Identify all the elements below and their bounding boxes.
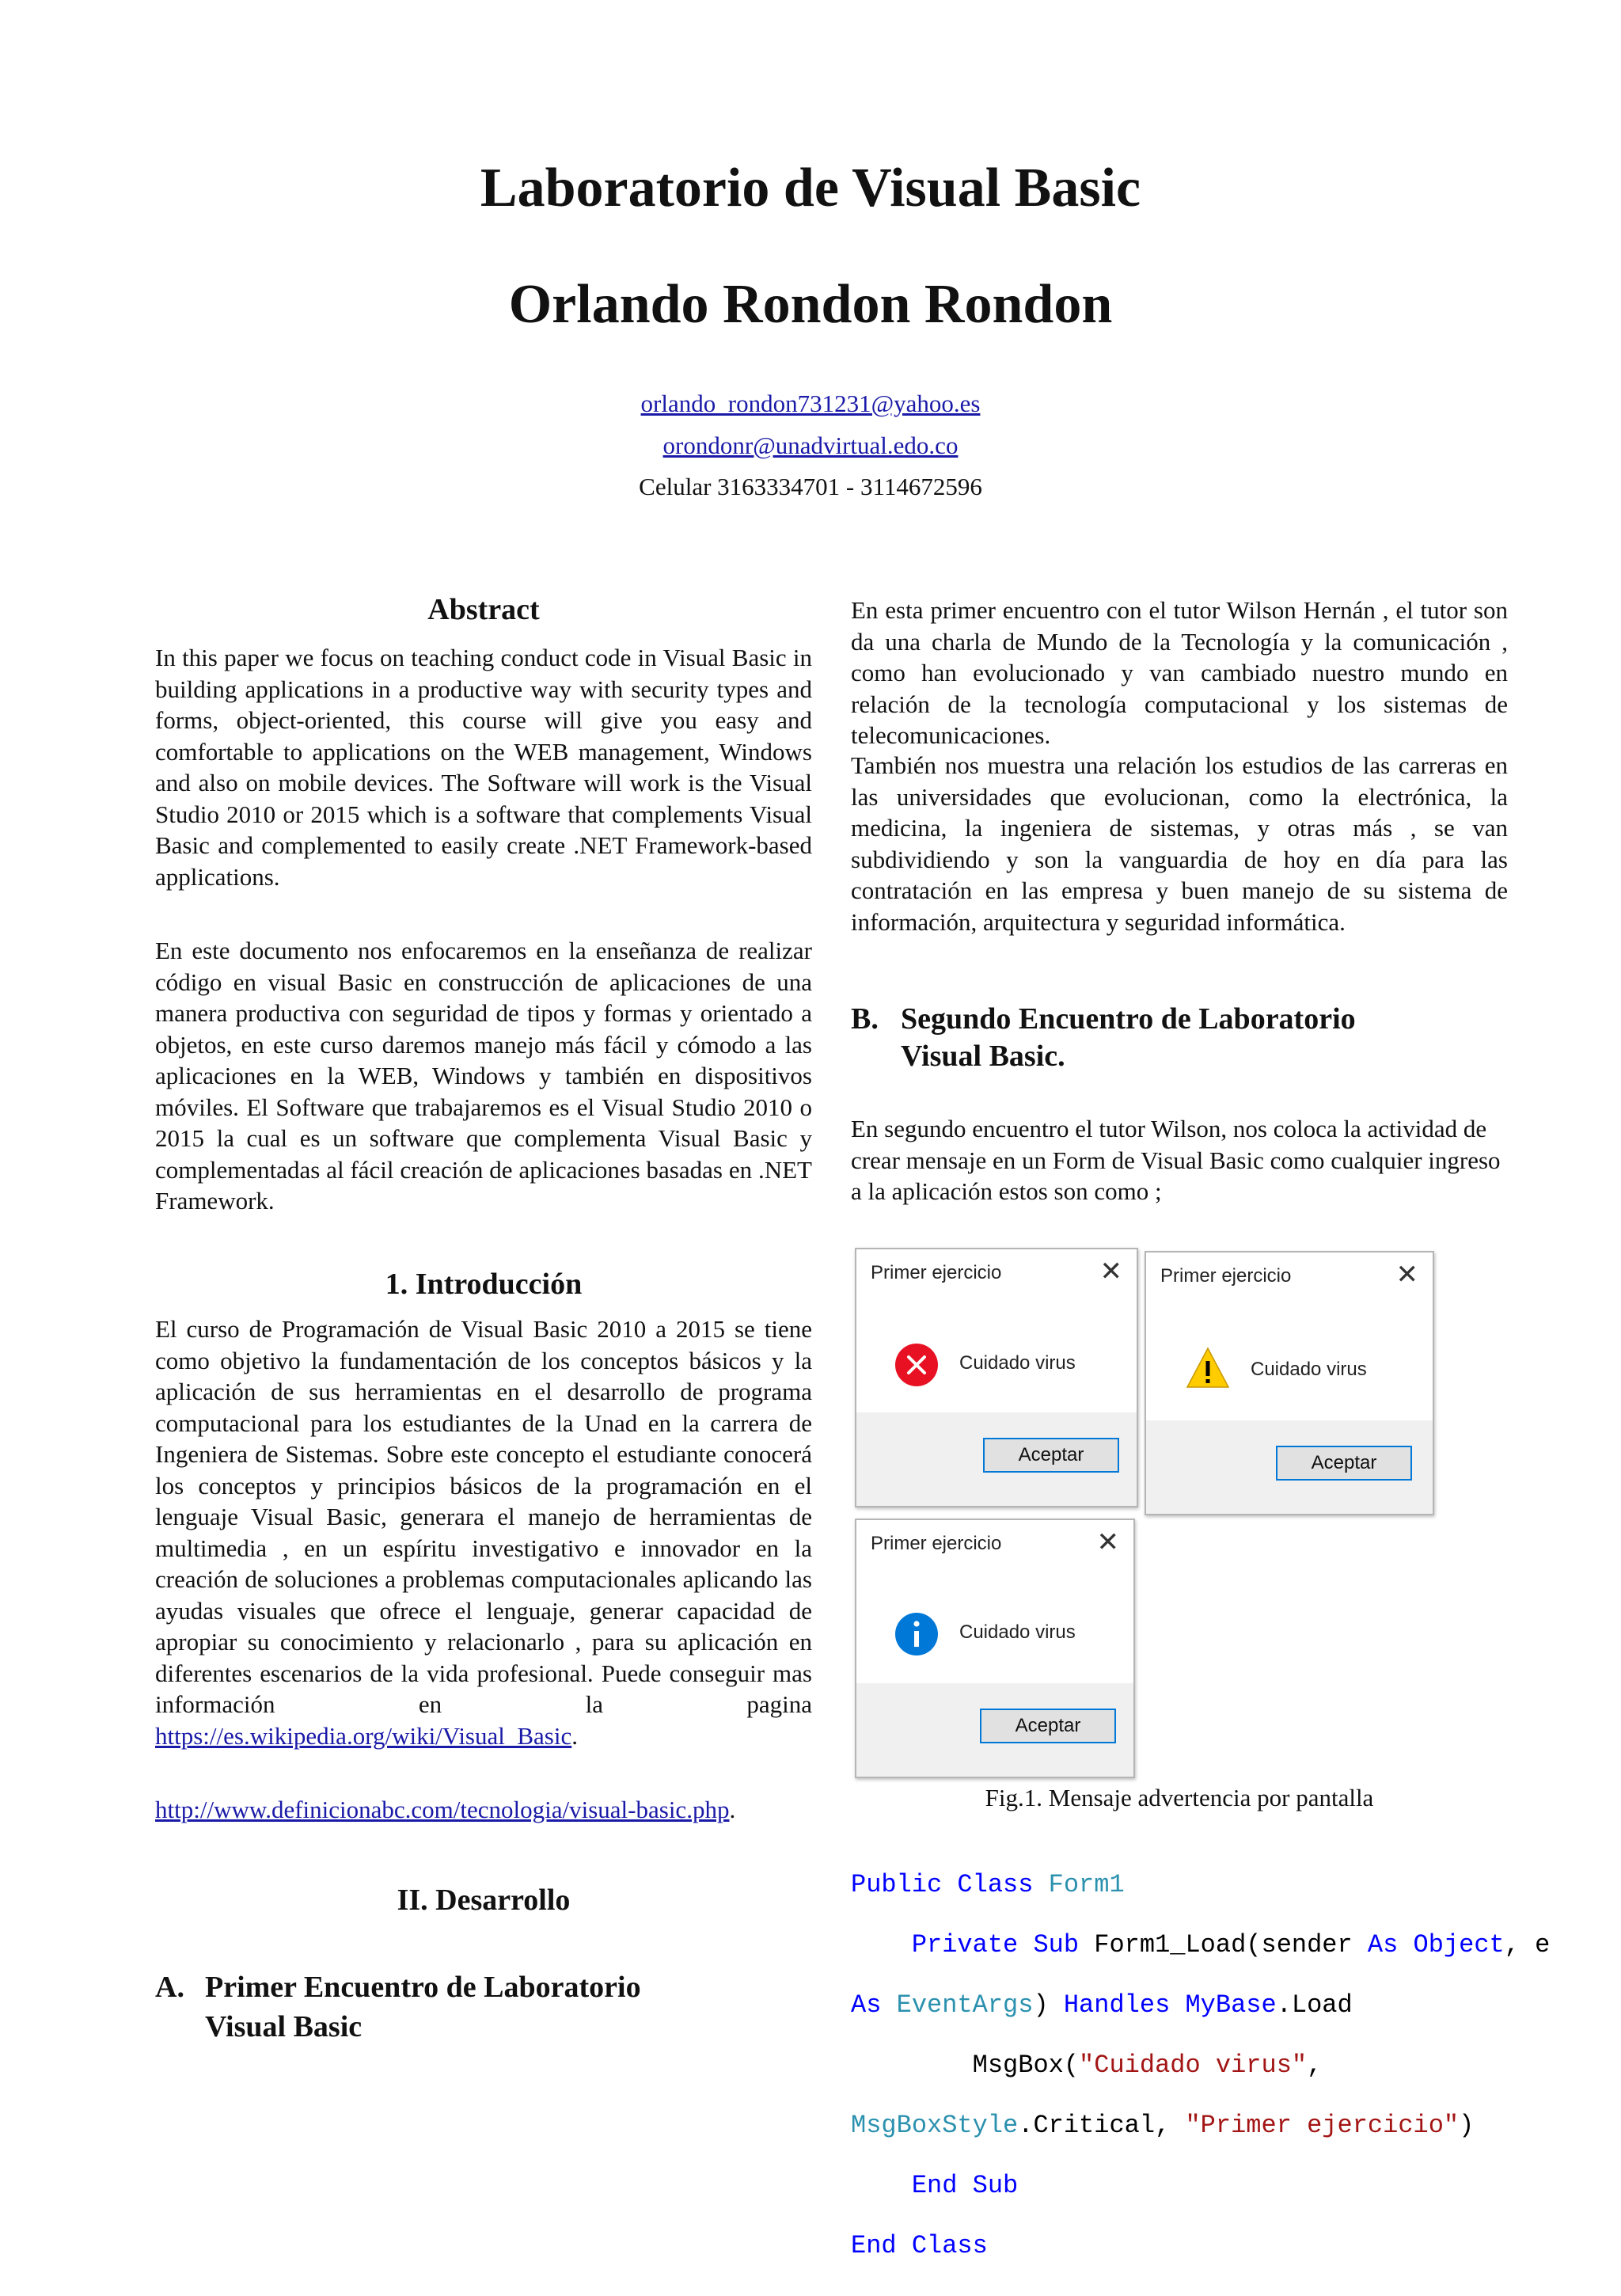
dialog-message: Cuidado virus <box>959 1352 1076 1374</box>
dialog-warning <box>1145 1251 1434 1515</box>
warning-icon <box>1186 1346 1230 1390</box>
intro-heading: 1. Introducción <box>385 1268 583 1301</box>
subsection-b-letter: B. <box>851 1002 879 1036</box>
code-listing <box>851 1840 1550 2291</box>
wikipedia-link[interactable]: https://es.wikipedia.org/wiki/Visual_Basic <box>155 1721 572 1750</box>
close-icon[interactable]: ✕ <box>1395 1260 1418 1290</box>
accept-button[interactable]: Aceptar <box>980 1709 1116 1743</box>
dialog-info <box>855 1519 1135 1778</box>
email-2[interactable] <box>0 431 1621 460</box>
subsection-b-title-2: Visual Basic. <box>901 1040 1065 1073</box>
subsection-a-letter: A. <box>155 1971 184 2004</box>
close-icon[interactable]: ✕ <box>1096 1527 1119 1557</box>
abstract-english: In this paper we focus on teaching conduct code in Visual Basic in building applications in a productive way with security types and forms, object-oriented, this course will give you easy and comfortable to applications on the WEB management, Windows and also on mobile devices. The Software will work is the Visual Studio 2010 or 2015 which is a software that complements Visual Basic and complemented to easily create .NET Framework-based applications. <box>155 644 812 891</box>
right-para-1: En esta primer encuentro con el tutor Wilson Hernán , el tutor son da una charla de Mundo de la Tecnología y la comunicación , como han evolucionado y van cambiado nuestro mundo en relación de la tecnología computacional y los sistemas de telecomunicaciones. <box>851 596 1508 749</box>
abstract-heading: Abstract <box>427 593 540 626</box>
subsection-a-title-2: Visual Basic <box>205 2010 363 2043</box>
dialog-footer <box>856 1683 1133 1777</box>
link2-period: . <box>729 1796 736 1823</box>
right-para-2: También nos muestra una relación los estudios de las carreras en las universidades que evolucionan, como la electrónica, la medicina, la ingeniera de sistemas, y otras más , se van subdividiendo y son la vanguardia de hoy en día para las contratación en las empresa y buen manejo de su sistema de información, arquitectura y seguridad informática. <box>851 751 1508 936</box>
dialog-title: Primer ejercicio <box>1160 1265 1292 1287</box>
dialog-message: Cuidado virus <box>1251 1359 1367 1380</box>
paper-title: Laboratorio de Visual Basic <box>480 158 1141 219</box>
code-line-2: Private Sub Form1_Load(sender As Object, e <box>911 1930 1551 1960</box>
abstract-spanish: En este documento nos enfocaremos en la enseñanza de realizar código en visual Basic en construcción de aplicaciones de una manera productiva con seguridad de tipos y formas y orientado a objetos, en este curso daremos manejo más fácil y cómodo a las aplicaciones en la WEB, Windows y también en dispositivos móviles. El Software que trabajaremos es el Visual Studio 2010 o 2015 la cual es un software que complementa Visual Basic y complementadas al fácil creación de aplicaciones basadas en .NET Framework. <box>155 937 812 1215</box>
email-2-link[interactable]: orondonr@unadvirtual.edo.co <box>662 431 959 459</box>
dialog-title: Primer ejercicio <box>871 1533 1002 1554</box>
code-line-5: MsgBoxStyle.Critical, "Primer ejercicio") <box>851 2111 1475 2140</box>
author-name: Orlando Rondon Rondon <box>508 274 1113 335</box>
dialog-footer <box>856 1412 1137 1506</box>
dialog-error <box>855 1248 1138 1507</box>
desarrollo-heading: II. Desarrollo <box>397 1884 571 1917</box>
right-para-3: En segundo encuentro el tutor Wilson, nos coloca la actividad de crear mensaje en un Form de Visual Basic como cualquier ingreso a la aplicación estos son como ; <box>851 1115 1501 1205</box>
code-line-6: End Sub <box>911 2171 1019 2200</box>
code-line-7: End Class <box>851 2231 988 2260</box>
info-icon <box>894 1612 939 1656</box>
code-line-4: MsgBox("Cuidado virus", <box>972 2051 1323 2080</box>
subsection-a-title-1: Primer Encuentro de Laboratorio <box>205 1971 641 2004</box>
phone: Celular 3163334701 - 3114672596 <box>639 473 982 500</box>
accept-button[interactable]: Aceptar <box>983 1438 1119 1473</box>
dialog-title: Primer ejercicio <box>871 1262 1002 1283</box>
subsection-b-title-1: Segundo Encuentro de Laboratorio <box>901 1002 1356 1036</box>
code-line-1: Public Class Form1 <box>851 1870 1125 1899</box>
email-1[interactable] <box>0 390 1621 418</box>
accept-button[interactable]: Aceptar <box>1276 1446 1412 1481</box>
definicionabc-link[interactable]: http://www.definicionabc.com/tecnologia/visual-basic.php <box>155 1796 730 1823</box>
link1-period: . <box>571 1721 578 1750</box>
intro-link-2 <box>155 1794 812 1826</box>
code-line-3: As EventArgs) Handles MyBase.Load <box>851 1990 1353 2020</box>
figure-caption: Fig.1. Mensaje advertencia por pantalla <box>985 1784 1374 1811</box>
dialog-message: Cuidado virus <box>959 1621 1076 1643</box>
close-icon[interactable]: ✕ <box>1099 1256 1122 1287</box>
error-icon <box>894 1343 939 1387</box>
intro-body: El curso de Programación de Visual Basic 2010 a 2015 se tiene como objetivo la fundamentación de los conceptos básicos y la aplicación de sus herramientas en el desarrollo de programa computacional para los estudiantes de la Unad en la carrera de Ingeniera de Sistemas. Sobre este concepto el estudiante conocerá los conceptos y principios básicos de la programación en el lenguaje Visual Basic, generara el manejo de herramientas de multimedia , en un espíritu investigativo e innovador en la creación de soluciones a problemas computacionales aplicando las ayudas visuales que ofrece el lenguaje, generar capacidad de apropiar su conocimiento y relacionarlo , para su aplicación en diferentes escenarios de la vida profesional. Puede conseguir mas información en la pagina <box>155 1315 812 1718</box>
dialog-footer <box>1146 1420 1433 1514</box>
intro-text <box>155 1313 812 1751</box>
email-1-link[interactable]: orlando_rondon731231@yahoo.es <box>640 390 981 417</box>
